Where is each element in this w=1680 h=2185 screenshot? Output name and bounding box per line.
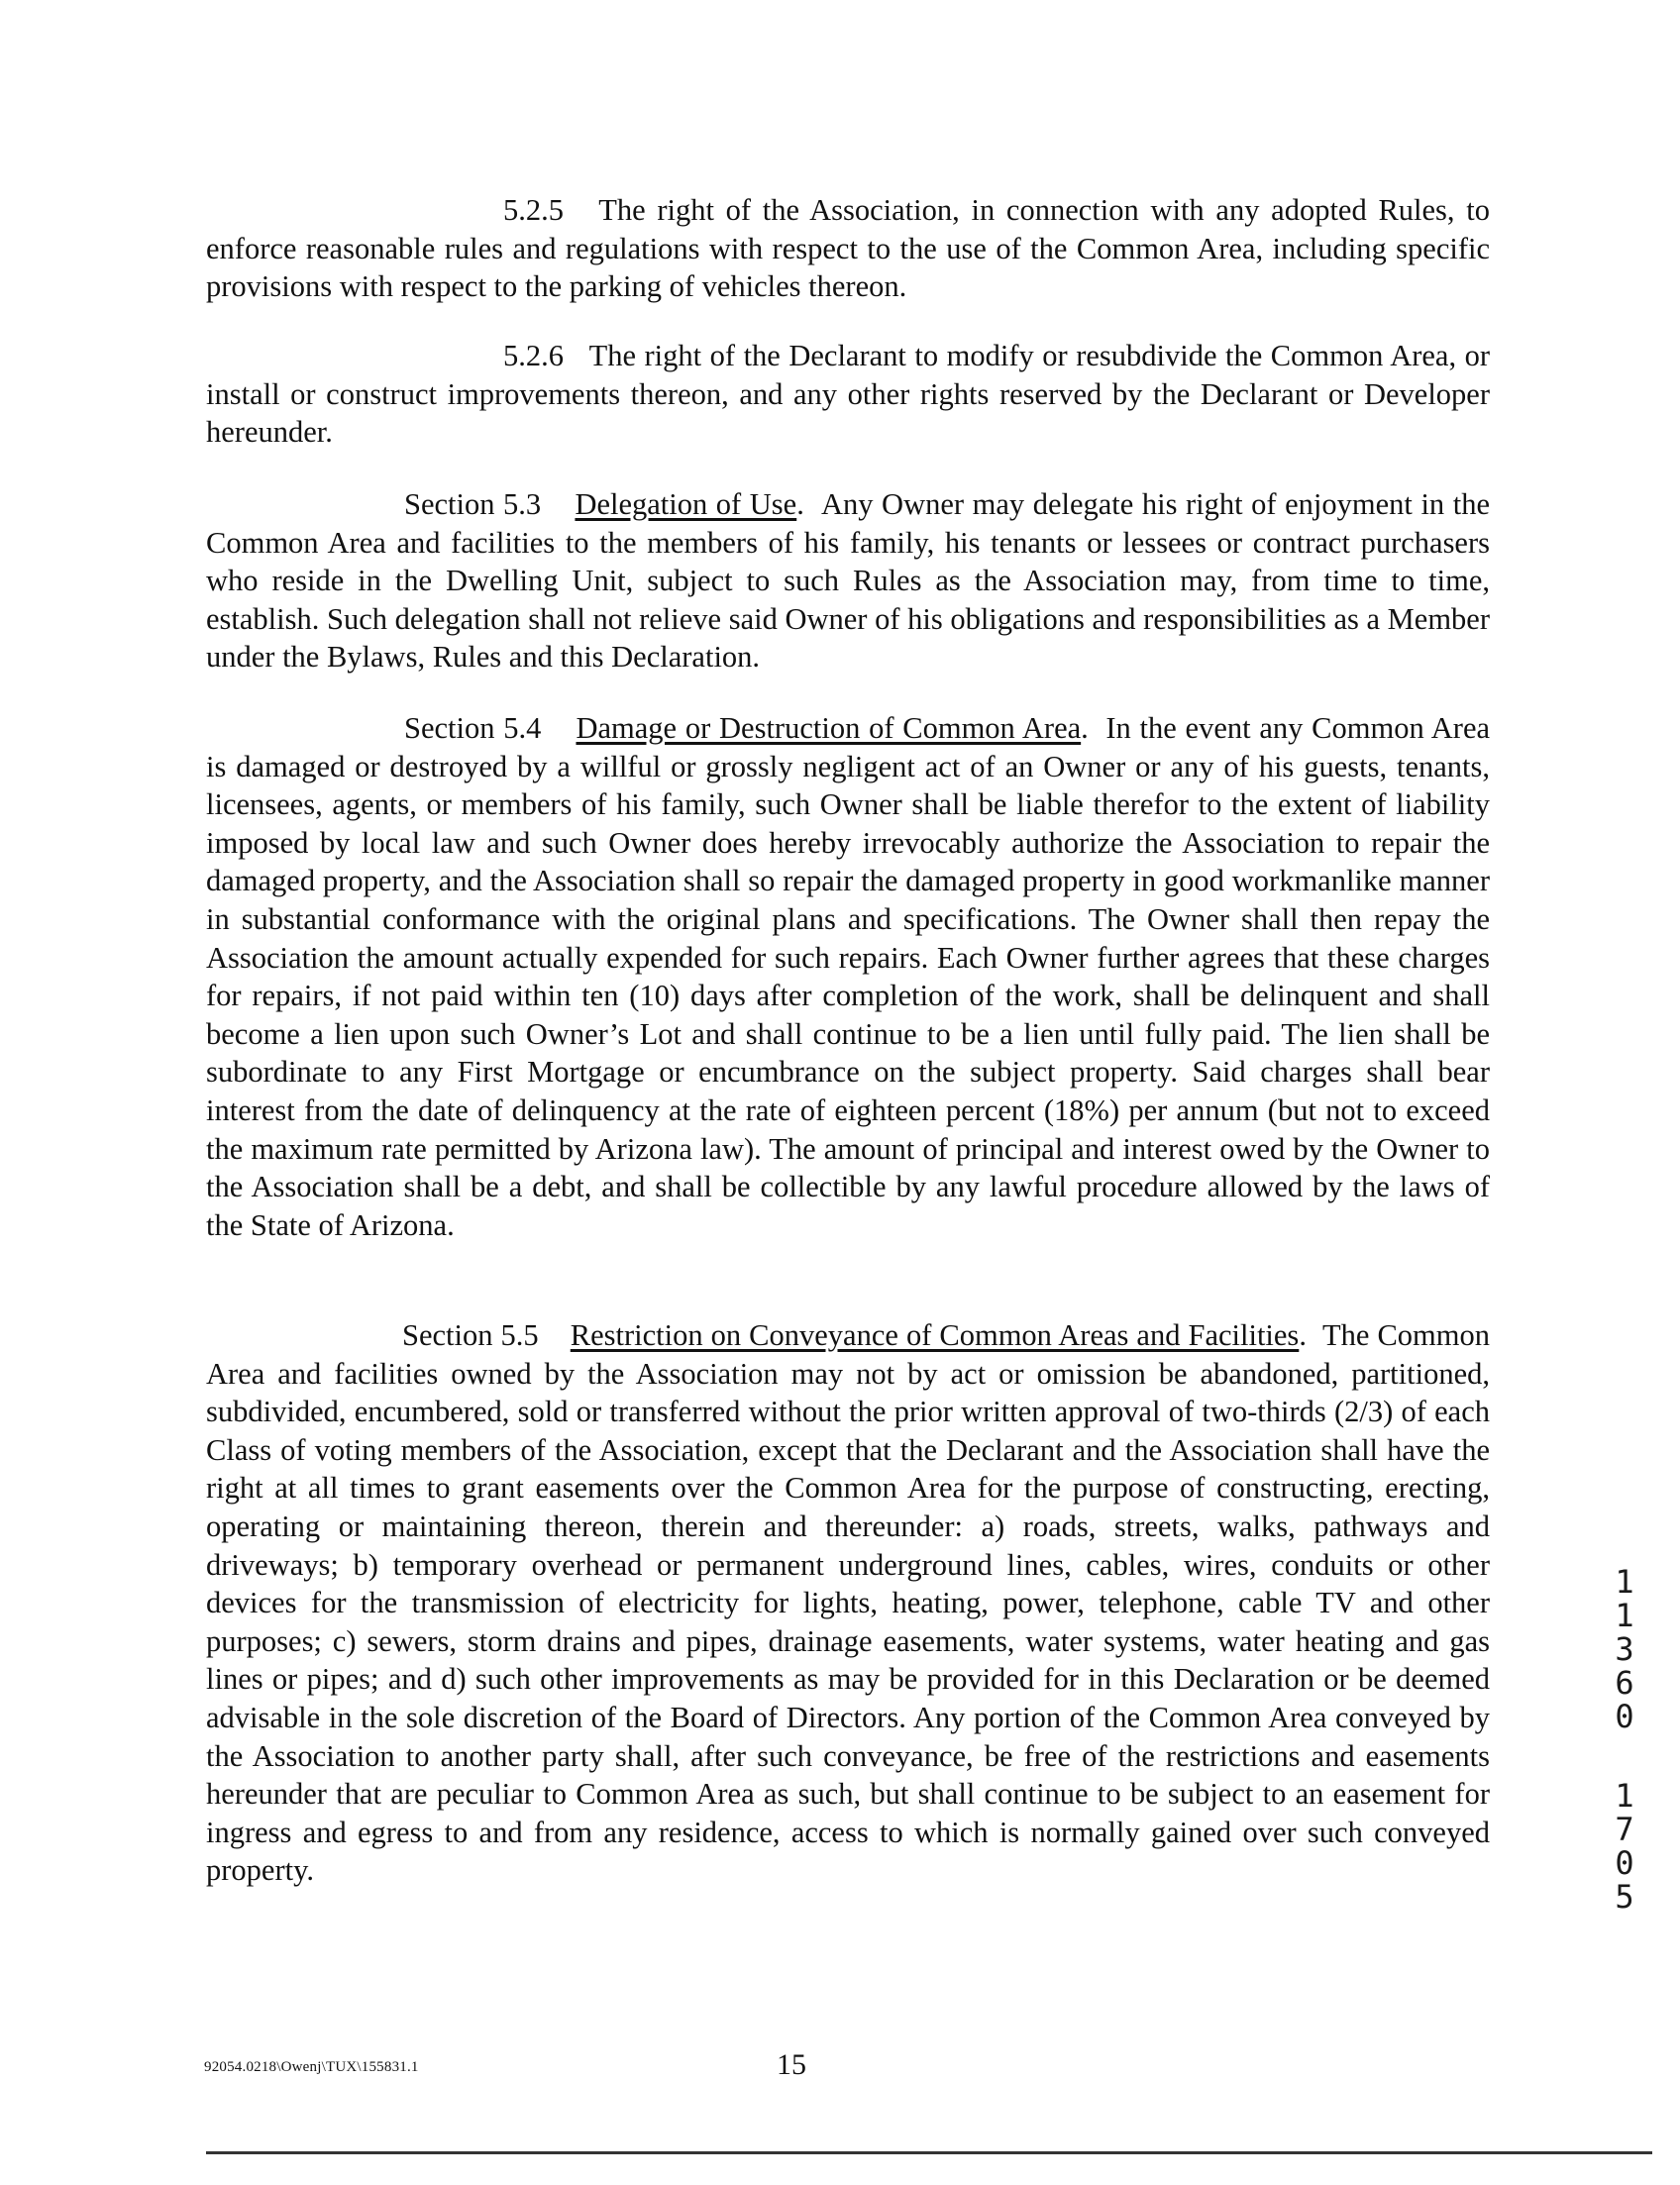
section-heading: Damage or Destruction of Common Area [576,711,1082,745]
stamp-digit: 0 [1615,1844,1634,1882]
stamp-digit: 1 [1615,1597,1634,1634]
paragraph-5-2-6 [206,337,1490,452]
recording-number-stamp [1605,1565,1644,1914]
stamp-digit: 6 [1615,1664,1634,1702]
section-5-5: Section 5.5 Restriction on Conveyance of Common Areas and Facilities. The Common Area and facilities owned by the Association may not by act or omission be abandoned, partitioned, subdivided, encumbered, sold or transferred without the prior written approval of two-thirds (2/3) of each Class of voting members of the Association, except that the Declarant and the Association shall have the right at all times to grant easements over the Common Area for the purpose of constructing, erecting, operating or maintaining thereon, therein and thereunder: a) roads, streets, walks, pathways and driveways; b) temporary overhead or permanent underground lines, cables, wires, conduits or other devices for the transmission of electricity for lights, heating, power, telephone, cable TV and other purposes; c) sewers, storm drains and pipes, drainage easements, water systems, water heating and gas lines or pipes; and d) such other improvements as may be provided for in this Declaration or be deemed advisable in the sole discretion of the Board of Directors. Any portion of the Common Area conveyed by the Association to another party shall, after such conveyance, be free of the restrictions and easements hereunder that are peculiar to Common Area as such, but shall continue to be subject to an easement for ingress and egress to and from any residence, access to which is normally gained over such conveyed property. [206,1318,1490,1888]
stamp-digit: 1 [1615,1563,1634,1601]
document-id: 92054.0218\Owenj\TUX\155831.1 [204,2059,419,2075]
page-bottom-rule [206,2151,1652,2154]
page-number: 15 [777,2048,806,2081]
stamp-digit: 3 [1615,1630,1634,1668]
stamp-digit: 5 [1615,1878,1634,1916]
stamp-digit: 1 [1615,1777,1634,1815]
paragraph-number: 5.2.5 [503,193,564,227]
section-label: Section 5.5 [402,1318,539,1352]
section-text: The Common Area and facilities owned by the Association may not by act or omission be abandoned, partitioned, subdivided, encumbered, sold or transferred without the prior written approval of two-thirds (2/3) of each Class of voting members of the Association, except that the Declarant and the Association shall have the right at all times to grant easements over the Common Area for the purpose of constructing, erecting, operating or maintaining thereon, therein and thereunder: a) roads, streets, walks, pathways and driveways; b) temporary overhead or permanent underground lines, cables, wires, conduits or other devices for the transmission of electricity for lights, heating, power, telephone, cable TV and other purposes; c) sewers, storm drains and pipes, drainage easements, water systems, water heating and gas lines or pipes; and d) such other improvements as may be provided for in this Declaration or be deemed advisable in the sole discretion of the Board of Directors. Any portion of the Common Area conveyed by the Association to another party shall, after such conveyance, be free of the restrictions and easements hereunder that are peculiar to Common Area as such, but shall continue to be subject to an easement for ingress and egress to and from any residence, access to which is normally gained over such conveyed property. [206,1318,1490,1888]
section-heading: Delegation of Use [575,487,797,521]
stamp-digit: 7 [1615,1811,1634,1848]
paragraph-text: The right of the Association, in connection with any adopted Rules, to enforce reasonable rules and regulations with respect to the use of the Common Area, including specific provisions with respect to the parking of vehicles thereon. [206,193,1491,304]
section-heading: Restriction on Conveyance of Common Areas and Facilities [570,1318,1300,1352]
paragraph-5-2-5 [206,191,1490,306]
section-5-3: Section 5.3 Delegation of Use. Any Owner may delegate his right of enjoyment in the Common Area and facilities to the members of his family, his tenants or lessees or contract purchasers who reside in the Dwelling Unit, subject to such Rules as the Association may, from time to time, establish. Such delegation shall not relieve said Owner of his obligations and responsibilities as a Member under the Bylaws, Rules and this Declaration. [206,487,1490,675]
section-label: Section 5.4 [404,711,542,745]
section-text: In the event any Common Area is damaged or destroyed by a willful or grossly negligent act of an Owner or any of his guests, tenants, licensees, agents, or members of his family, such Owner shall be liable therefor to the extent of liability imposed by local law and such Owner does hereby irrevocably authorize the Association to repair the damaged property, and the Association shall so repair the damaged property in good workmanlike manner in substantial conformance with the original plans and specifications. The Owner shall then repay the Association the amount actually expended for such repairs. Each Owner further agrees that these charges for repairs, if not paid within ten (10) days after completion of the work, shall be delinquent and shall become a lien upon such Owner’s Lot and shall continue to be a lien until fully paid. The lien shall be subordinate to any First Mortgage or encumbrance on the subject property. Said charges shall bear interest from the date of delinquency at the rate of eighteen percent (18%) per annum (but not to exceed the maximum rate permitted by Arizona law). The amount of principal and interest owed by the Owner to the Association shall be a debt, and shall be collectible by any lawful procedure allowed by the laws of the State of Arizona. [206,711,1491,1242]
section-text: Any Owner may delegate his right of enjoyment in the Common Area and facilities to the members of his family, his tenants or lessees or contract purchasers who reside in the Dwelling Unit, subject to such Rules as the Association may, from time to time, establish. Such delegation shall not relieve said Owner of his obligations and responsibilities as a Member under the Bylaws, Rules and this Declaration. [206,487,1490,675]
section-label: Section 5.3 [404,487,542,521]
paragraph-number: 5.2.6 [503,339,564,372]
section-5-4: Section 5.4 Damage or Destruction of Common Area. In the event any Common Area is damaged or destroyed by a willful or grossly negligent act of an Owner or any of his guests, tenants, licensees, agents, or members of his family, such Owner shall be liable therefor to the extent of liability imposed by local law and such Owner does hereby irrevocably authorize the Association to repair the damaged property, and the Association shall so repair the damaged property in good workmanlike manner in substantial conformance with the original plans and specifications. The Owner shall then repay the Association the amount actually expended for such repairs. Each Owner further agrees that these charges for repairs, if not paid within ten (10) days after completion of the work, shall be delinquent and shall become a lien upon such Owner’s Lot and shall continue to be a lien until fully paid. The lien shall be subordinate to any First Mortgage or encumbrance on the subject property. Said charges shall bear interest from the date of delinquency at the rate of eighteen percent (18%) per annum (but not to exceed the maximum rate permitted by Arizona law). The amount of principal and interest owed by the Owner to the Association shall be a debt, and shall be collectible by any lawful procedure allowed by the laws of the State of Arizona. [206,711,1491,1242]
stamp-digit: 0 [1615,1698,1634,1735]
paragraph-text: The right of the Declarant to modify or resubdivide the Common Area, or install or construct improvements thereon, and any other rights reserved by the Declarant or Developer hereunder. [206,339,1491,450]
